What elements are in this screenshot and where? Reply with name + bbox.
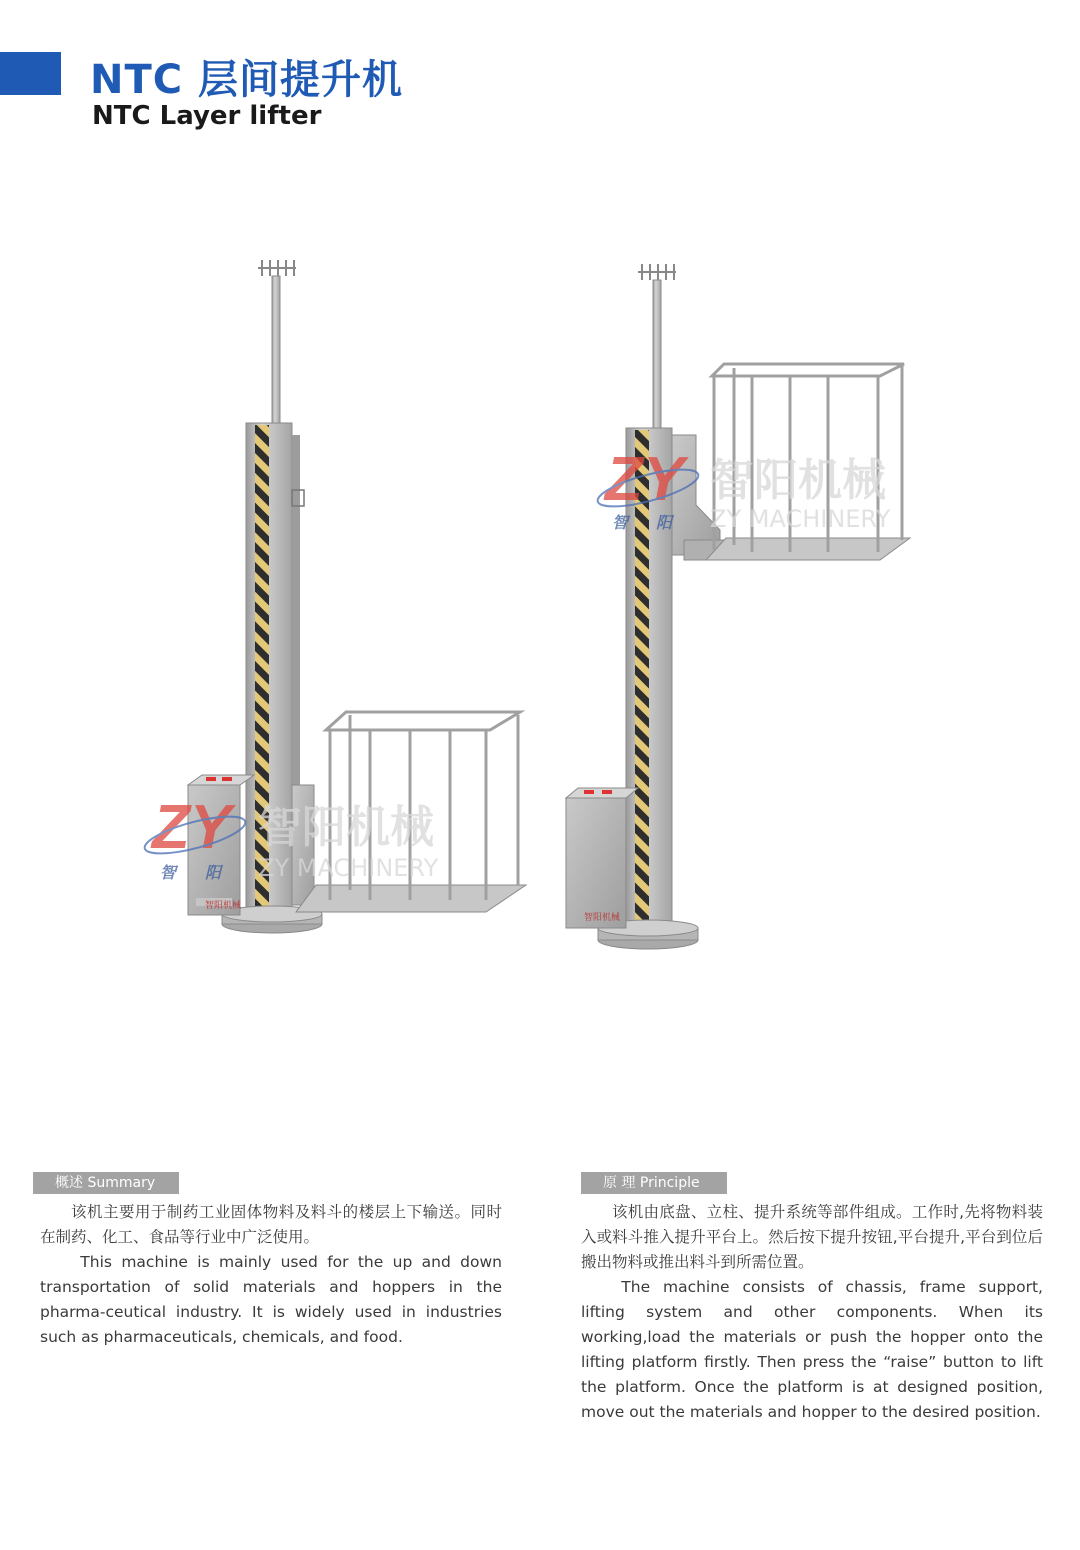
- watermark-char-a-left: 智: [160, 863, 177, 882]
- page-title-chinese: NTC 层间提升机: [90, 57, 404, 103]
- principle-text-cn: 该机由底盘、立柱、提升系统等部件组成。工作时,先将物料装入或料斗推入提升平台上。然后按下提升按钮,平台提升,平台到位后搬出物料或推出料斗到所需位置。: [581, 1203, 1043, 1271]
- summary-text-cn: 该机主要用于制药工业固体物料及料斗的楼层上下输送。同时在制药、化工、食品等行业中广泛使用。: [40, 1203, 502, 1246]
- principle-text-en: The machine consists of chassis, frame support, lifting system and other components. When its working,load the materials or push the hopper onto the lifting platform firstly. Then press the “raise” button to lift the platform. Once the platform is at designed position, move out the materials and hopper to the desired position.: [581, 1278, 1043, 1421]
- watermark-char-a-right: 智: [612, 513, 629, 532]
- principle-section-tag: 原 理 Principle: [581, 1172, 727, 1194]
- lifter-machine-raised: [566, 264, 910, 949]
- summary-text-en: This machine is mainly used for the up and down transportation of solid materials and hoppers in the pharma-ceutical industry. It is widely used in industries such as pharmaceuticals, chemicals, and food.: [40, 1253, 502, 1346]
- watermark-char-b-right: 阳: [656, 513, 673, 532]
- watermark-brand-en-right: ZY MACHINERY: [710, 505, 891, 533]
- top-sensor-left: [258, 260, 296, 276]
- summary-section-tag: 概述 Summary: [33, 1172, 179, 1194]
- summary-text-block: [40, 1200, 502, 1350]
- watermark-brand-cn-right: 智阳机械: [710, 455, 886, 506]
- watermark-logo-right: ZY: [605, 445, 685, 514]
- control-panel-label-left: 智阳机械: [205, 901, 242, 911]
- top-sensor-right: [638, 264, 676, 280]
- watermark-brand-cn-left: 智阳机械: [258, 802, 434, 853]
- control-panel-label-right: 智阳机械: [584, 913, 621, 923]
- watermark-left: [141, 793, 438, 882]
- page-title-english: NTC Layer lifter: [92, 101, 322, 131]
- watermark-logo-left: ZY: [152, 793, 232, 862]
- principle-text-block: [581, 1200, 1043, 1425]
- watermark-char-b-left: 阳: [205, 863, 222, 882]
- watermark-brand-en-left: ZY MACHINERY: [258, 854, 439, 882]
